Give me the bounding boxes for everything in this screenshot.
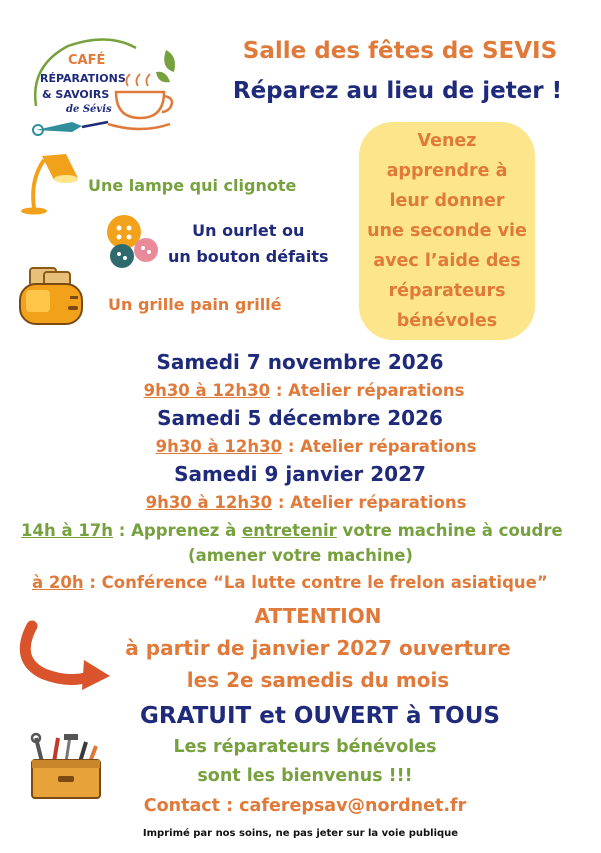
date-3: Samedi 9 janvier 2027 [174,462,426,486]
attention-line1: à partir de janvier 2027 ouverture [125,636,511,660]
free-banner: GRATUIT et OUVERT à TOUS [140,703,500,729]
ourlet-label [168,218,329,270]
bubble-line: Venez [417,131,477,151]
lamp-icon [20,150,82,220]
sewing-line [21,521,591,540]
conference-time: à 20h [32,573,84,592]
sewing-post: votre machine à coudre [336,521,563,540]
attention-line2: les 2e samedis du mois [186,668,450,692]
slot-3-time: 9h30 à 12h30 [145,493,273,512]
logo-line2: RÉPARATIONS [40,72,126,85]
toaster-label: Un grille pain grillé [108,295,282,314]
attention-title: ATTENTION [254,604,382,628]
logo-line4: de Sévis [66,104,112,115]
cafe-reparations-logo [28,36,188,141]
bubble-line: une seconde vie [367,221,527,241]
date-1: Samedi 7 novembre 2026 [156,350,444,374]
slot-2-time: 9h30 à 12h30 [155,437,283,456]
sewing-underlined: entretenir [242,521,337,540]
slot-1 [0,381,601,400]
sewing-time: 14h à 17h [21,521,114,540]
lamp-label: Une lampe qui clignote [88,176,297,195]
bubble-line: leur donner [389,191,505,211]
bubble-line: bénévoles [396,311,498,331]
toaster-icon [16,266,86,334]
page-title: Salle des fêtes de SEVIS [242,38,558,64]
bubble-line: avec l’aide des [373,251,521,271]
sewing-pre: : Apprenez à [113,521,243,540]
footer-note: Imprimé par nos soins, ne pas jeter sur la voie publique [142,828,459,839]
logo-line1: CAFÉ [68,53,106,68]
contact-email[interactable]: Contact : caferepsav@nordnet.fr [143,796,467,816]
logo-line3: & SAVOIRS [42,88,110,101]
ourlet-line1: Un ourlet ou [192,221,305,240]
bubble-line: réparateurs [388,281,506,301]
slot-1-activity: : Atelier réparations [270,381,465,400]
volunteers-line1: Les réparateurs bénévoles [173,737,437,757]
ourlet-line2: un bouton défaits [168,247,329,266]
page-subtitle: Réparez au lieu de jeter ! [232,78,563,104]
bubble-line: apprendre à [386,161,508,181]
slot-2 [0,437,601,456]
volunteers-line2: sont les bienvenus !!! [197,766,413,786]
slot-1-time: 9h30 à 12h30 [143,381,271,400]
slot-3 [0,493,601,512]
invitation-bubble [359,122,535,340]
slot-2-activity: : Atelier réparations [282,437,477,456]
buttons-icon [104,212,160,274]
conference-text: : Conférence “La lutte contre le frelon asiatique” [83,573,548,592]
sewing-note: (amener votre machine) [188,546,413,565]
conference-line [32,573,592,592]
date-2: Samedi 5 décembre 2026 [157,406,443,430]
slot-3-activity: : Atelier réparations [272,493,467,512]
